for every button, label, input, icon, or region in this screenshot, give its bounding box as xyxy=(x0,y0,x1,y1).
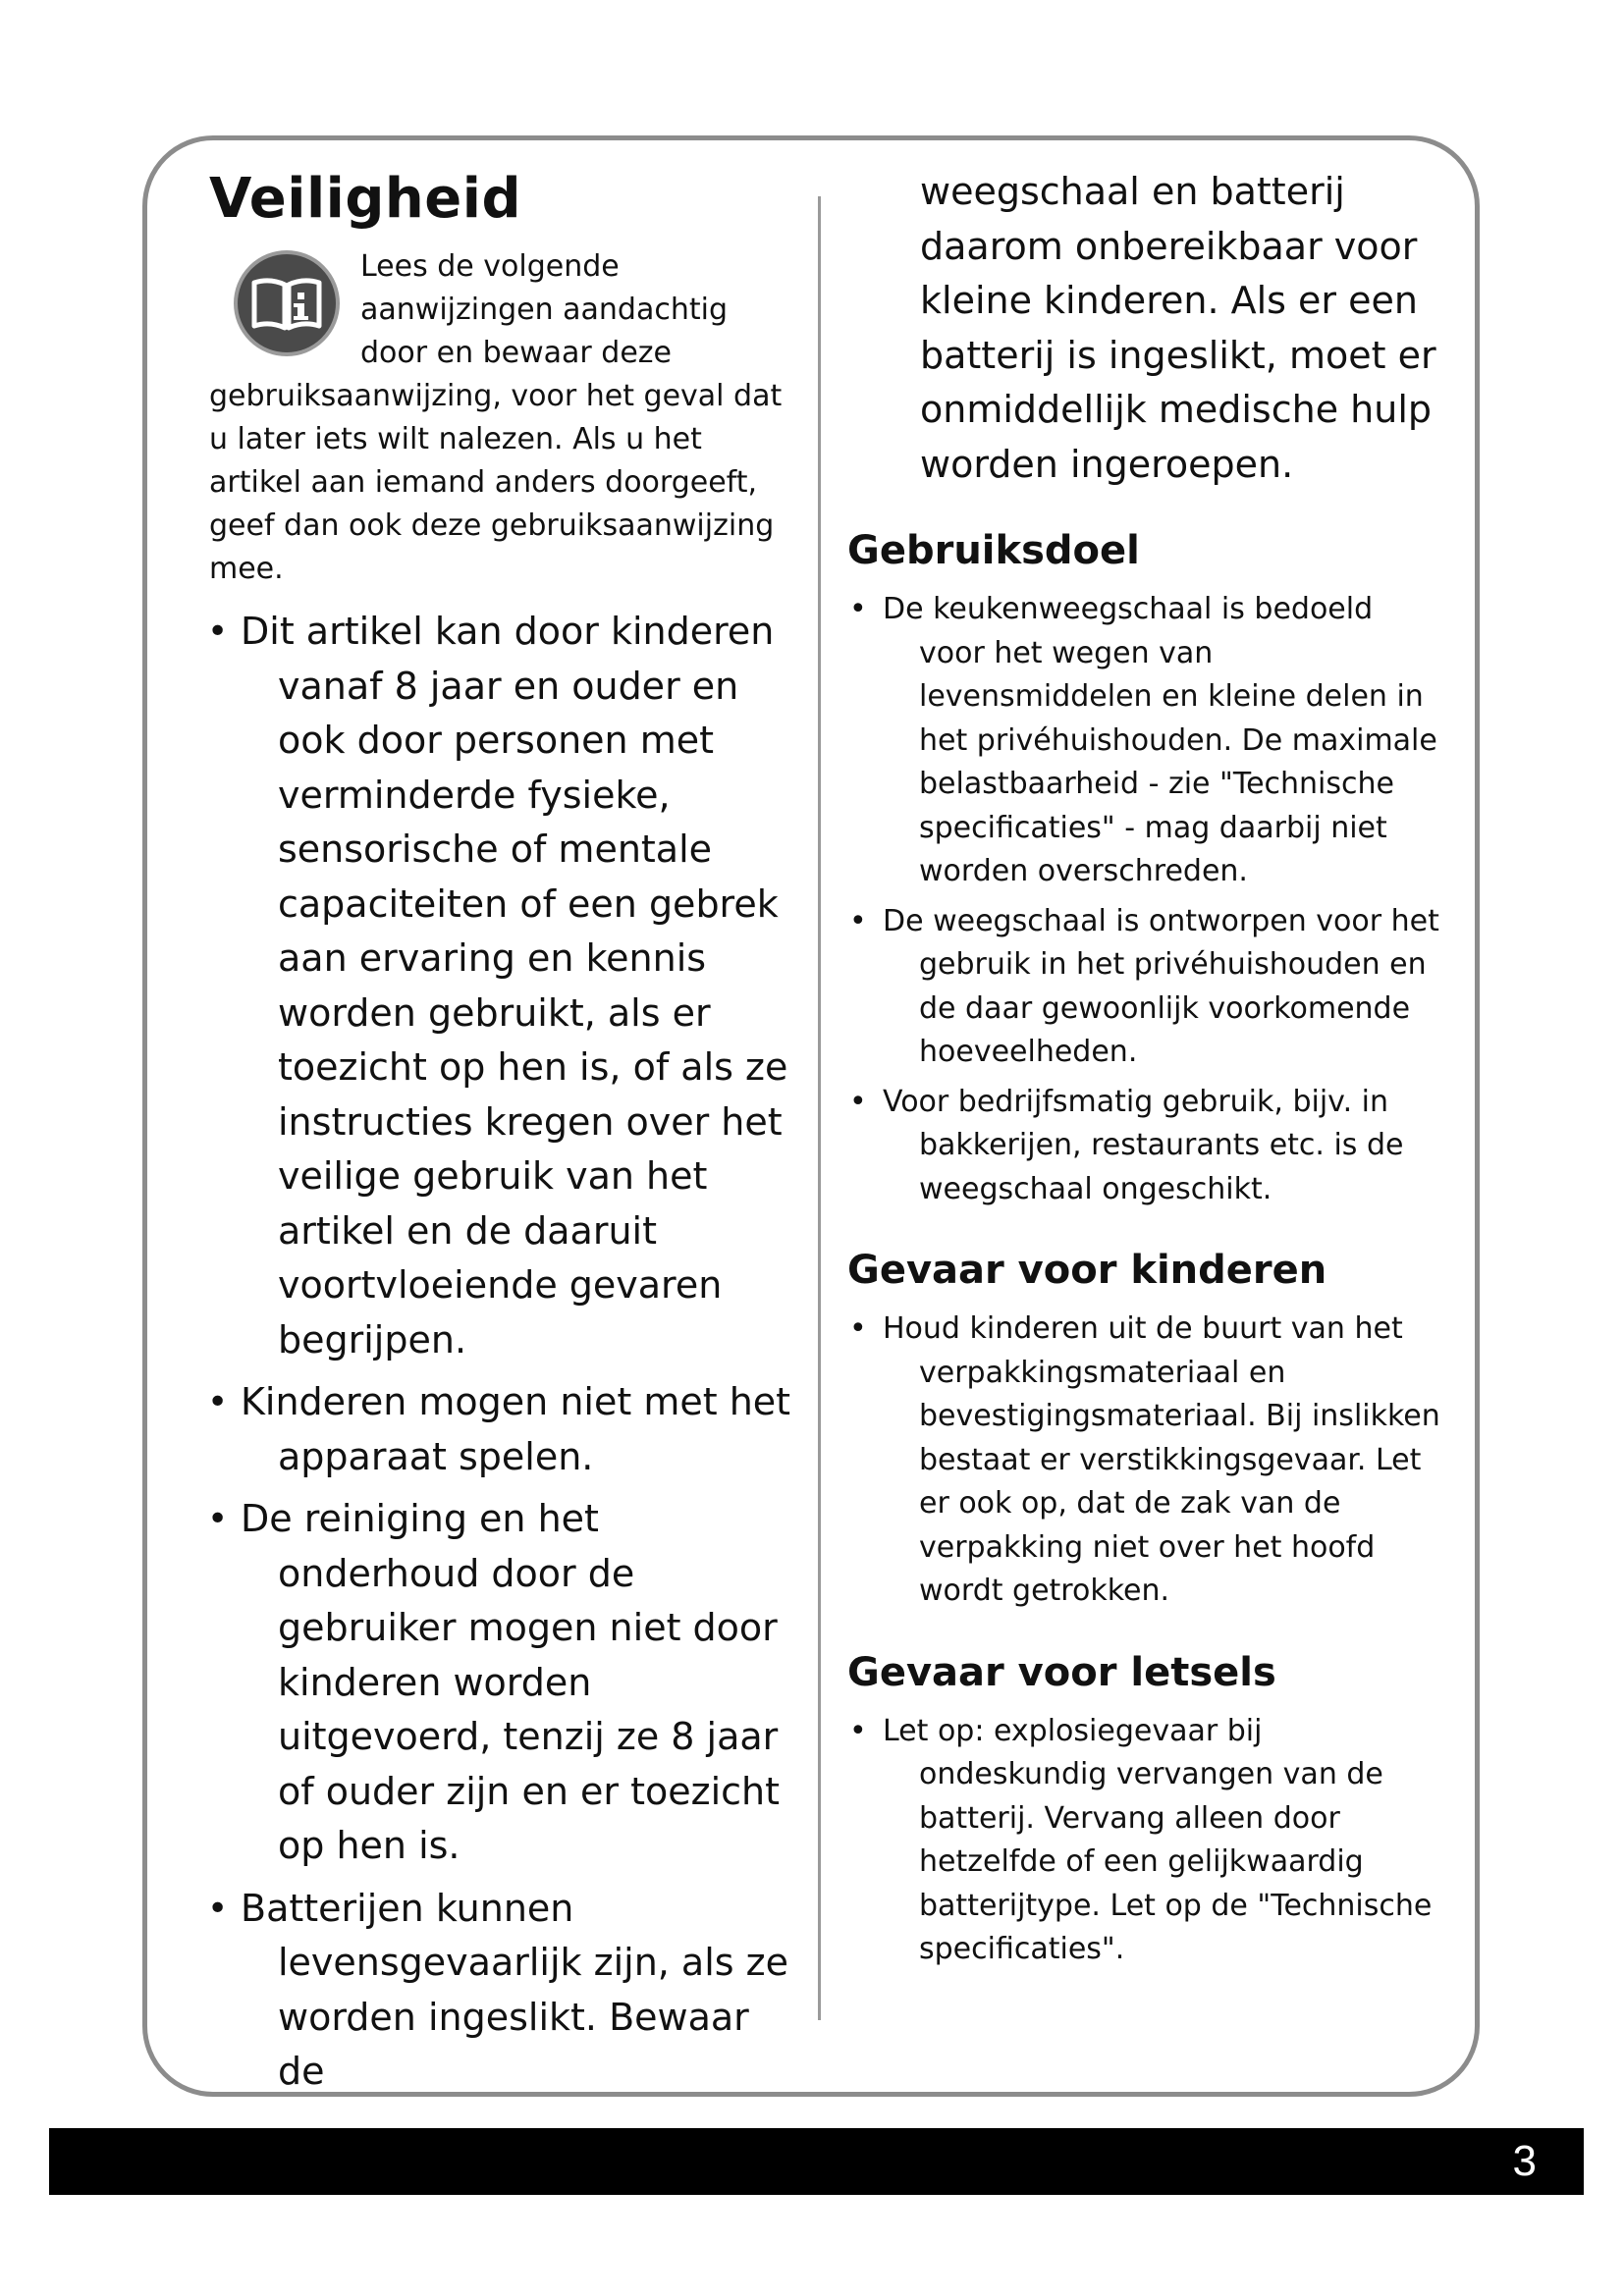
right-column xyxy=(847,165,1446,1978)
section-heading-gebruiksdoel: Gebruiksdoel xyxy=(847,528,1140,573)
list-item: • Dit artikel kan door kinderen vanaf 8 jaar en ouder en ook door personen met verminderde fysieke, sensorische of mentale capaciteiten of een gebrek aan ervaring en kennis worden gebruikt, als er toezicht op hen is, of als ze instructies kregen over het veilige gebruik van het artikel en de daaruit voortvloeiende gevaren begrijpen. xyxy=(209,605,798,1367)
list-item: • Let op: explosiegevaar bij ondeskundig vervangen van de batterij. Vervang alleen door hetzelfde of een gelijkwaardig batterijtype. Let op de "Technische specificaties". xyxy=(847,1710,1446,1972)
section-heading-gevaar-kinderen: Gevaar voor kinderen xyxy=(847,1248,1327,1293)
section-heading-gevaar-letsels: Gevaar voor letsels xyxy=(847,1649,1276,1695)
info-manual-icon xyxy=(233,249,341,357)
list-item: • Voor bedrijfsmatig gebruik, bijv. in bakkerijen, restaurants etc. is de weegschaal ongeschikt. xyxy=(847,1081,1446,1212)
list-item: • Batterijen kunnen levensgevaarlijk zijn, als ze worden ingeslikt. Bewaar de xyxy=(209,1882,798,2100)
intro-block xyxy=(209,245,798,591)
list-item: • De keukenweegschaal is bedoeld voor het wegen van levensmiddelen en kleine delen in het privéhuishouden. De maximale belastbaarheid - zie "Technische specificaties" - mag daarbij niet worden overschreden. xyxy=(847,588,1446,894)
continued-text: weegschaal en batterij daarom onbereikbaar voor kleine kinderen. Als er een batterij is ingeslikt, moet er onmiddellijk medische hulp worden ingeroepen. xyxy=(920,170,1436,486)
section-list xyxy=(847,588,1446,1211)
safety-list xyxy=(209,605,798,2100)
page-number: 3 xyxy=(1512,2137,1537,2185)
page-title: Veiligheid xyxy=(209,167,522,231)
list-item: • De weegschaal is ontworpen voor het gebruik in het privéhuishouden en de daar gewoonlijk voorkomende hoeveelheden. xyxy=(847,900,1446,1075)
section-list xyxy=(847,1710,1446,1972)
intro-text: Lees de volgende aanwijzingen aandachtig door en bewaar deze gebruiksaanwijzing, voor het geval dat u later iets wilt nalezen. Als u het artikel aan iemand anders doorgeeft, geef dan ook deze gebruiksaanwijzing mee. xyxy=(209,249,783,586)
left-column xyxy=(209,165,798,2108)
list-item: • De reiniging en het onderhoud door de gebruiker mogen niet door kinderen worden uitgevoerd, tenzij ze 8 jaar of ouder zijn en er toezicht op hen is. xyxy=(209,1492,798,1874)
column-divider xyxy=(818,196,821,2020)
section-list xyxy=(847,1308,1446,1614)
list-item: • Houd kinderen uit de buurt van het verpakkingsmateriaal en bevestigingsmateriaal. Bij inslikken bestaat er verstikkingsgevaar. Let er ook op, dat de zak van de verpakking niet over het hoofd wordt getrokken. xyxy=(847,1308,1446,1614)
footer-bar xyxy=(49,2128,1584,2195)
list-item: • Kinderen mogen niet met het apparaat spelen. xyxy=(209,1375,798,1484)
